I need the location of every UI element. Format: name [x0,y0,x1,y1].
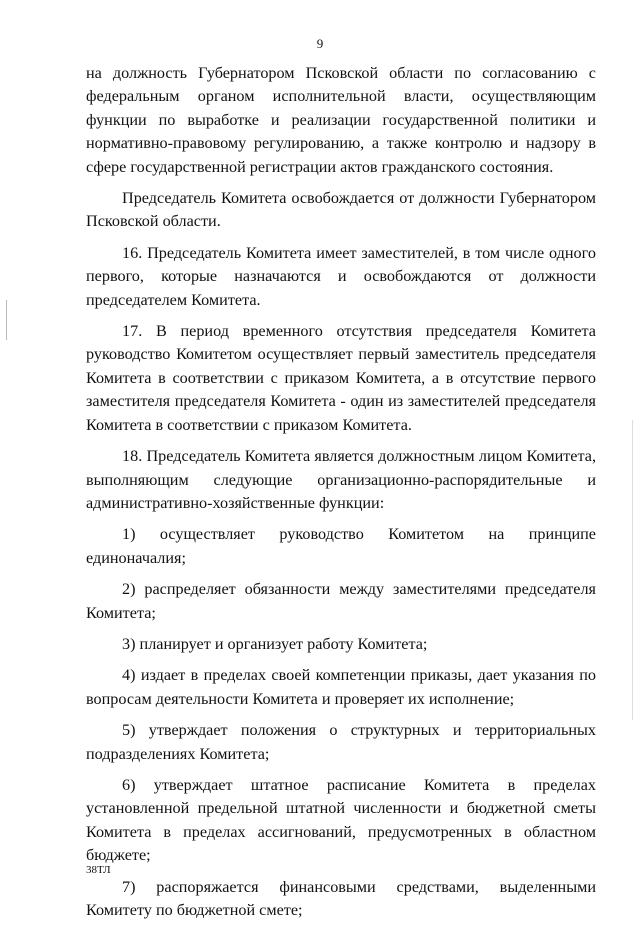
paragraph-release: Председатель Комитета освобождается от должности Губернатором Псковской области. [86,189,596,231]
scan-edge-mark-right [632,420,633,720]
scan-edge-mark-left [6,300,7,340]
paragraph-18: 18. Председатель Комитета является должностным лицом Комитета, выполняющим следующие организационно-распорядительные и административно-хозяйственные функции: [86,447,596,512]
list-item-2: 2) распределяет обязанности между заместителями председателя Комитета; [86,580,596,622]
paragraph-17: 17. В период временного отсутствия председателя Комитета руководство Комитетом осуществляет первый заместитель председателя Комитета в соответствии с приказом Комитета, а в отсутствие первого заместителя председателя Комитета - один из заместителей председателя Комитета в соответствии с приказом Комитета. [86,322,596,434]
list-item-7: 7) распоряжается финансовыми средствами, выделенными Комитету по бюджетной смете; [86,877,596,919]
list-item-4: 4) издает в пределах своей компетенции приказы, дает указания по вопросам деятельности Комитета и проверяет их исполнение; [86,666,596,708]
list-item-6: 6) утверждает штатное расписание Комитета в пределах установленной предельной штатной численности и бюджетной сметы Комитета в пределах ассигнований, предусмотренных в областном бюджете; [86,775,596,865]
list-item-1: 1) осуществляет руководство Комитетом на принципе единоначалия; [86,525,596,567]
list-item-3: 3) планирует и организует работу Комитета; [122,634,428,653]
paragraph-16: 16. Председатель Комитета имеет заместителей, в том числе одного первого, которые назначаются и освобождаются от должности председателем Комитета. [86,243,596,309]
document-body [86,62,596,930]
list-item-5: 5) утверждает положения о структурных и территориальных подразделениях Комитета; [86,721,596,763]
paragraph-continuation: на должность Губернатором Псковской области по согласованию с федеральным органом исполнительной власти, осуществляющим функции по выработке и реализации государственной политики и нормативно-правовому регулированию, а также контролю и надзору в сфере государственной регистрации актов гражданского состояния. [86,64,596,176]
page-number: 9 [316,36,324,51]
footer-code: 38ТЛ [86,864,111,876]
